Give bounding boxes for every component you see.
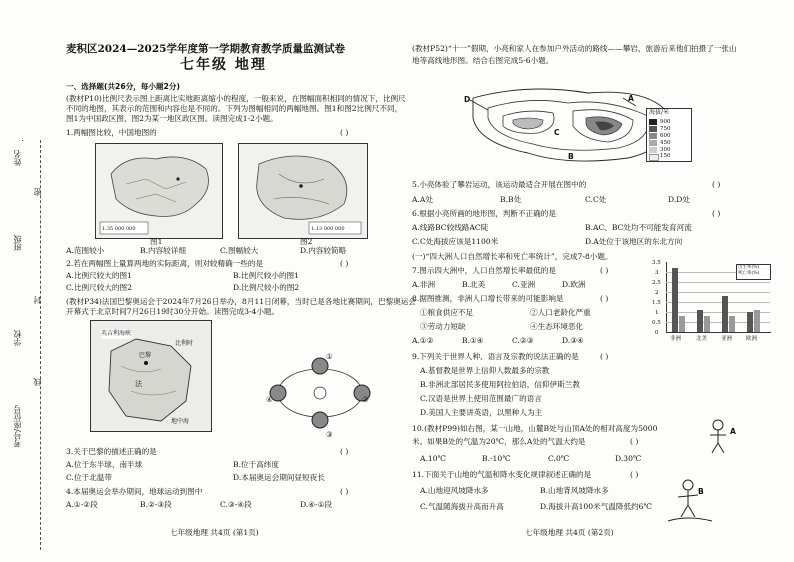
page-footer: 七年级地理 共4页 (第1页) xyxy=(170,528,259,537)
q8-item: ③劳动力短缺 xyxy=(420,322,466,331)
mountain-label-b: B xyxy=(698,487,704,496)
strait-label: 英吉利海峡 xyxy=(101,330,132,337)
q2-option-c: C.比例尺较大的图2 xyxy=(66,283,132,292)
orbit-label-2: ② xyxy=(362,395,369,404)
question-11-stem: 11.下面关于山地的气温和降水变化规律叙述正确的是 xyxy=(412,470,592,479)
bar-asia-death xyxy=(729,316,735,332)
region-map-drawing xyxy=(239,144,367,238)
orbit-label-4: ④ xyxy=(266,395,273,404)
legend-item: 450 xyxy=(660,140,671,146)
france-label: 法 xyxy=(135,380,142,388)
intro-line: (教材P10)比例尺表示图上距离比实地距离缩小的程度，一般来说，在图幅面积相同的情况下，比例尺 xyxy=(66,94,406,103)
q8-item: ①粮食供应不足 xyxy=(420,308,474,317)
question-10-line: 10.(教材P99)如右图，某一山地，山麓B处与山顶A处的相对高度为5000 xyxy=(412,424,658,433)
map2-scale: 1:13 000 000 xyxy=(311,226,345,232)
climber-bottom-icon xyxy=(668,475,713,525)
binding-line xyxy=(40,140,41,550)
legend-title: 海拔/米 xyxy=(649,109,670,116)
seal-char-3: 线 xyxy=(33,378,42,386)
q5-option-a: A.A处 xyxy=(412,195,433,204)
q3-option-a: A.位于东半球、南半球 xyxy=(66,460,143,469)
q6-option-a: A.线路BC较线路AC陡 xyxy=(412,223,489,232)
bar-africa-death xyxy=(679,316,685,332)
bar-africa-birth xyxy=(672,268,678,332)
question-2-stem: 2.若在两幅图上量算两地的实际距离，则对较精确一些的是 xyxy=(66,259,264,268)
q10-option-c: C.0℃ xyxy=(548,454,570,463)
legend-item: 150 xyxy=(660,153,671,159)
q1-option-d: D.内容较简略 xyxy=(300,246,347,255)
question-9-stem: 9.下列关于世界人种、语言及宗教的说法正确的是 xyxy=(412,352,579,361)
y-tick: 0 xyxy=(655,330,659,336)
contour-legend xyxy=(646,108,692,162)
answer-paren: ( ) xyxy=(600,266,609,275)
answer-paren: ( ) xyxy=(600,352,609,361)
bar-europe-death xyxy=(754,310,760,332)
q7-option-a: A.非洲 xyxy=(412,280,436,289)
answer-paren: ( ) xyxy=(340,487,349,496)
y-tick: 0.5 xyxy=(652,320,661,326)
q7-option-c: C.亚洲 xyxy=(512,280,536,289)
q2-option-d: D.比例尺较小的图2 xyxy=(233,283,300,292)
name-label: 姓名 xyxy=(13,150,22,166)
legend-item: 600 xyxy=(660,133,671,139)
answer-paren: ( ) xyxy=(712,180,721,189)
question-7-stem: 7.图示四大洲中，人口自然增长率最低的是 xyxy=(412,266,556,275)
exam-title: 麦积区2024—2025学年度第一学期教育教学质量监测试卷 xyxy=(66,43,345,55)
school-label: 学校 xyxy=(13,330,22,346)
q8-option-b: B.①④ xyxy=(462,336,484,345)
map1-label: 图1 xyxy=(150,237,163,246)
q1-option-c: C.图幅较大 xyxy=(220,246,259,255)
seal-char-2: 封 xyxy=(33,296,42,304)
exam-no-label: 考号/座位号 xyxy=(13,405,22,448)
category-label: 亚洲 xyxy=(721,336,733,342)
q11-option-b: B.山地背风坡降水多 xyxy=(540,486,609,495)
china-map xyxy=(95,143,223,239)
q4-option-b: B.②-③段 xyxy=(140,500,172,509)
q8-option-d: D.③④ xyxy=(562,336,584,345)
q8-option-c: C.②③ xyxy=(512,336,534,345)
intro2-line: 开幕式于北京时间7月26日19时30分开始。读图完成3-4小题。 xyxy=(66,307,280,316)
exam-subtitle: 七年级 地理 xyxy=(180,57,267,73)
q8-option-a: A.①② xyxy=(412,336,434,345)
question-8-stem: 8.据图推测，非洲人口增长带来的可能影响是 xyxy=(412,294,564,303)
q4-option-d: D.④-①段 xyxy=(300,500,333,509)
legend-item: 900 xyxy=(660,119,671,125)
q7-option-d: D.欧洲 xyxy=(562,280,586,289)
bar-europe-birth xyxy=(747,312,753,332)
q4-option-c: C.③-④段 xyxy=(220,500,252,509)
q11-option-d: D.海拔升高100米气温降低约6℃ xyxy=(540,502,652,511)
category-label: 非洲 xyxy=(670,336,682,342)
answer-paren: ( ) xyxy=(630,470,639,479)
right-intro-line: 地等高线地形图。结合右图完成5-6小题。 xyxy=(412,56,554,65)
y-tick: 2 xyxy=(655,290,659,296)
q5-option-d: D.D处 xyxy=(668,195,690,204)
population-chart xyxy=(652,258,772,348)
france-map xyxy=(90,320,212,432)
contour-label-d: D xyxy=(464,95,471,104)
answer-paren: ( ) xyxy=(630,437,639,446)
contour-label-a: A xyxy=(628,94,634,103)
q9-option-c: C.汉语是世界上使用范围最广的语言 xyxy=(420,394,542,403)
belgium-label: 比利时 xyxy=(175,340,194,347)
question-6-stem: 6.根据小亮所画的地形图，判断不正确的是 xyxy=(412,209,556,218)
page-footer: 七年级地理 共4页 (第2页) xyxy=(525,528,614,537)
q7-option-b: B.北美 xyxy=(462,280,486,289)
intro-line: 不同的地图，其表示的范围和内容也是不同的。下列为图幅相同的两幅地图。图1和图2比例尺不同， xyxy=(66,104,403,113)
q5-option-c: C.C处 xyxy=(585,195,607,204)
y-tick: 2.5 xyxy=(652,280,661,286)
q4-option-a: A.①-②段 xyxy=(66,500,98,509)
category-label: 欧洲 xyxy=(746,336,758,342)
bar-namerica-birth xyxy=(697,310,703,332)
question-3-stem: 3.关于巴黎的描述正确的是 xyxy=(66,447,157,456)
q8-item: ④生态环境恶化 xyxy=(530,322,584,331)
contour-label-b: B xyxy=(568,152,574,161)
y-tick: 1 xyxy=(655,310,659,316)
q3-option-b: B.位于高纬度 xyxy=(233,460,279,469)
bar-asia-birth xyxy=(722,296,728,332)
q11-option-c: C.气温随海拔升高而升高 xyxy=(420,502,504,511)
question-10-line: 米。如果B处的气温为20℃，那么A处的气温大约是 xyxy=(412,437,586,446)
q11-option-a: A.山地迎风坡降水多 xyxy=(420,486,489,495)
orbit-label-1: ① xyxy=(326,352,333,361)
paris-label: 巴黎 xyxy=(139,352,152,359)
q1-option-b: B.内容较详细 xyxy=(140,246,186,255)
right-intro-line: (教材P52)“十一”假期，小亮和家人在参加户外活动的路线——攀岩，旅游后来他们拍摄了一张山 xyxy=(412,44,737,53)
map1-scale: 1:35 000 000 xyxy=(102,226,136,232)
category-label: 北美 xyxy=(696,336,708,342)
q9-option-b: B.非洲北部居民多使用阿拉伯语，信仰伊斯兰教 xyxy=(420,380,580,389)
q6-option-d: D.A处位于该地区的东北方向 xyxy=(585,237,683,246)
intro3-line: (一)“四大洲人口自然增长率和死亡率统计”，完成7-8小题。 xyxy=(412,252,613,261)
q6-option-c: C.C处海拔应该是1100米 xyxy=(412,237,499,246)
legend-birth: 出生率(%) xyxy=(738,265,760,270)
bar-namerica-death xyxy=(704,316,710,332)
q10-option-b: B.-10℃ xyxy=(482,454,511,463)
legend-item: 750 xyxy=(660,126,671,132)
intro2-line: (教材P34)法国巴黎奥运会于2024年7月26日举办，8月11日闭幕，当时已是各地比赛期间，巴黎奥运会 xyxy=(66,297,416,306)
answer-paren: ( ) xyxy=(340,447,349,456)
orbit-label-3: ③ xyxy=(326,430,333,439)
q5-option-b: B.B处 xyxy=(500,195,522,204)
contour-label-c: C xyxy=(554,128,560,137)
binding-margin xyxy=(4,0,54,562)
q6-option-b: B.AC、BC处均不可能发育河流 xyxy=(585,223,692,232)
answer-paren: ( ) xyxy=(340,259,349,268)
q9-option-a: A.基督教是世界上信仰人数最多的宗教 xyxy=(420,366,550,375)
y-tick: 3 xyxy=(655,270,659,276)
question-4-stem: 4.本届奥运会举办期间，地球运动到图中 xyxy=(66,487,203,496)
class-label: 班级 xyxy=(13,235,22,251)
q2-option-b: B.比例尺较小的图1 xyxy=(233,271,299,280)
q8-item: ②人口老龄化严重 xyxy=(530,308,591,317)
q10-option-d: D.30℃ xyxy=(615,454,642,463)
q9-option-d: D.美国人主要讲英语，以黑种人为主 xyxy=(420,408,543,417)
map2-label: 图2 xyxy=(300,237,313,246)
climber-top-icon xyxy=(700,415,745,460)
q1-option-a: A.范围较小 xyxy=(66,246,105,255)
intro-line: 图1为中国政区图，图2为某一地区政区图。读图完成1-2小题。 xyxy=(66,114,278,123)
earth-orbit-diagram xyxy=(265,348,375,438)
question-1-stem: 1.两幅图比较，中国地图的 xyxy=(66,128,157,137)
q2-option-a: A.比例尺较大的图1 xyxy=(66,271,132,280)
seal-char-1: 密 xyxy=(33,188,42,196)
legend-death: 死亡率(%) xyxy=(738,271,760,276)
answer-paren: ( ) xyxy=(340,128,349,137)
mountain-label-a: A xyxy=(730,427,736,436)
y-tick: 1.5 xyxy=(652,300,661,306)
region-map xyxy=(238,143,368,239)
q10-option-a: A.10℃ xyxy=(420,454,447,463)
med-label: 地中海 xyxy=(171,418,190,425)
y-tick: 3.5 xyxy=(652,260,661,266)
q3-option-c: C.位于北温带 xyxy=(66,473,112,482)
answer-paren: ( ) xyxy=(600,294,609,303)
legend-item: 300 xyxy=(660,147,671,153)
section-heading: 一、选择题(共26分，每小题2分) xyxy=(66,82,180,91)
q3-option-d: D.本届奥运会期间昼短夜长 xyxy=(233,473,325,482)
question-5-stem: 5.小亮体验了攀岩运动，该运动最适合开展在图中的 xyxy=(412,180,587,189)
answer-paren: ( ) xyxy=(712,209,721,218)
